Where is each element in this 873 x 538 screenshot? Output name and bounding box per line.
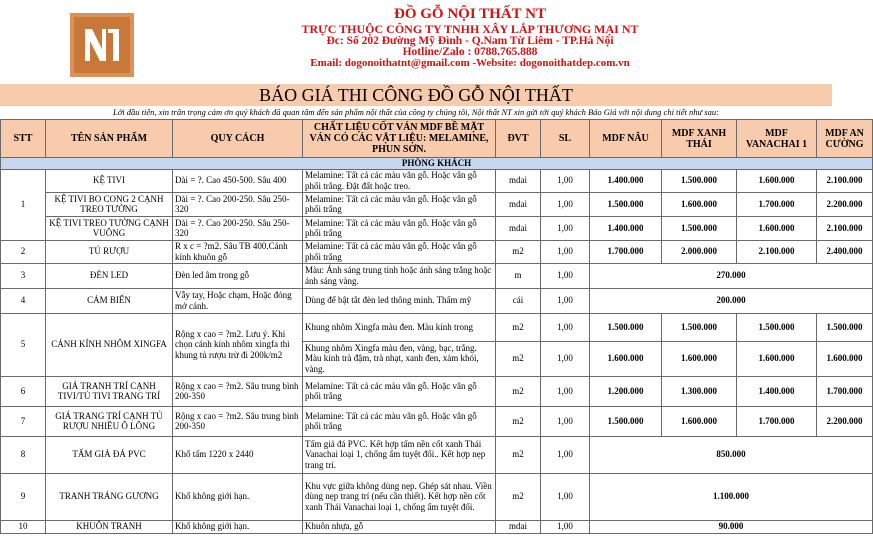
row-name: GIÁ TRANH TRÍ CẠNH TIVI/TỦ TIVI TRANG TRÍ (46, 376, 173, 406)
row-price-vanachai: 1.600.000 (737, 169, 817, 192)
row-name: CÁNH KÍNH NHÔM XINGFA (46, 313, 173, 376)
row-qty: 1,00 (541, 406, 590, 436)
row-stt: 7 (1, 406, 46, 436)
row-stt: 9 (1, 473, 46, 520)
row-name: KHUÔN TRANH (46, 520, 173, 533)
row-price-all: 850.000 (590, 436, 873, 473)
nt-logo-icon (80, 23, 124, 67)
row-price-vanachai: 1.600.000 (737, 341, 817, 376)
row-price-nau: 1.600.000 (590, 341, 662, 376)
row-unit: mdai (496, 520, 541, 533)
table-header-row (1, 120, 873, 158)
row-price-an-cuong: 2.200.000 (817, 192, 873, 216)
row-price-an-cuong: 1.700.000 (817, 376, 873, 406)
row-price-nau: 1.700.000 (590, 240, 662, 263)
row-price-xanh-thai: 2.000.000 (662, 240, 737, 263)
row-unit: m2 (496, 341, 541, 376)
row-qty: 1,00 (541, 216, 590, 240)
row-price-vanachai: 1.500.000 (737, 313, 817, 341)
row-spec: Dài = ?. Cao 450-500. Sâu 400 (173, 169, 303, 192)
col-mdf-xanh-thai: MDF XANH THÁI (662, 120, 737, 158)
company-parent: TRỰC THUỘC CÔNG TY TNHH XÂY LẮP THƯƠNG MẠI NT (301, 22, 639, 36)
row-name: CẢM BIẾN (46, 288, 173, 313)
row-price-all: 1.100.000 (590, 473, 873, 520)
row-spec: Khổ không giới hạn. (173, 520, 303, 533)
row-unit: m (496, 263, 541, 288)
row-spec: Khổ tấm 1220 x 2440 (173, 436, 303, 473)
col-name: TÊN SẢN PHẨM (46, 120, 173, 158)
row-spec: Vẫy tay, Hoặc chạm, Hoặc đóng mở cánh. (173, 288, 303, 313)
company-name: ĐỒ GỖ NỘI THẤT NT (394, 6, 546, 22)
row-price-an-cuong: 1.600.000 (817, 341, 873, 376)
table-row (1, 520, 873, 533)
row-material: Màu: Ánh sáng trung tính hoặc ánh sáng trắng hoặc ánh sáng vàng. (303, 263, 496, 288)
row-qty: 1,00 (541, 288, 590, 313)
table-row (1, 216, 873, 240)
row-spec: R x c = ?m2. Sâu TB 400.Cánh kính khuôn gỗ (173, 240, 303, 263)
row-price-nau: 1.500.000 (590, 406, 662, 436)
row-price-xanh-thai: 1.600.000 (662, 406, 737, 436)
row-material: Melamine: Tất cả các màu vân gỗ. Hoặc vân gỗ phối trắng (303, 216, 496, 240)
row-material: Khung nhôm Xingfa màu đen. Màu kính trong (303, 313, 496, 341)
row-unit: m2 (496, 473, 541, 520)
table-row (1, 376, 873, 406)
company-contact: Email: dogonoithatnt@gmail.com -Website: dogonoithatdep.com.vn (310, 57, 630, 69)
row-name: GIÁ TRANG TRÍ CẠNH TỦ RƯỢU NHIỀU Ô LÔNG (46, 406, 173, 436)
row-price-nau: 1.400.000 (590, 216, 662, 240)
row-spec: Rộng x cao = ?m2. Lưu ý. Khi chọn cánh kính nhôm xingfa thì khung tủ rượu trừ đi 200k/m2 (173, 313, 303, 376)
row-stt: 5 (1, 313, 46, 376)
row-price-xanh-thai: 1.500.000 (662, 169, 737, 192)
table-row (1, 313, 873, 341)
row-spec: Dài = ?. Cao 200-250. Sâu 250-320 (173, 216, 303, 240)
row-unit: cái (496, 288, 541, 313)
row-unit: m2 (496, 240, 541, 263)
row-unit: m2 (496, 376, 541, 406)
table-row (1, 192, 873, 216)
row-price-vanachai: 1.700.000 (737, 192, 817, 216)
row-material: Khung nhôm Xingfa màu đen, vàng, bạc, trắng. Màu kính trà đậm, trà nhạt, xanh đen, xám khói, vàng. (303, 341, 496, 376)
table-row (1, 240, 873, 263)
row-stt: 2 (1, 240, 46, 263)
row-qty: 1,00 (541, 520, 590, 533)
row-price-vanachai: 2.100.000 (737, 240, 817, 263)
row-price-xanh-thai: 1.500.000 (662, 216, 737, 240)
row-material: Melamine: Tất cả các màu vân gỗ. Hoặc vân gỗ phối trắng. Đặt đất hoặc treo. (303, 169, 496, 192)
price-table (0, 119, 873, 534)
section-row (1, 158, 873, 170)
row-qty: 1,00 (541, 473, 590, 520)
row-price-xanh-thai: 1.600.000 (662, 341, 737, 376)
row-price-an-cuong: 2.100.000 (817, 216, 873, 240)
col-material: CHẤT LIỆU CỐT VÁN MDF BỀ MẶT VÁN CÓ CÁC VẬT LIỆU: MELAMINE, PHUN SƠN. (303, 120, 496, 158)
row-price-all: 270.000 (590, 263, 873, 288)
table-row (1, 406, 873, 436)
row-name: KỆ TIVI (46, 169, 173, 192)
row-material: Dùng để bật tắt đèn led thông minh. Thẩm mỹ (303, 288, 496, 313)
row-price-vanachai: 1.600.000 (737, 216, 817, 240)
row-price-xanh-thai: 1.300.000 (662, 376, 737, 406)
row-material: Melamine: Tất cả các màu vân gỗ. Hoặc vân gỗ phối trắng (303, 406, 496, 436)
row-price-all: 90.000 (590, 520, 873, 533)
company-header (0, 0, 832, 84)
table-row (1, 263, 873, 288)
row-material: Khu vực giữa không dùng nẹp. Ghép sát nhau. Viền dùng nẹp trang trí (nếu cần thiết). Kết hợp nền cốt xanh Thái Vanachai loại 1, chống ẩm tuyệt đối. (303, 473, 496, 520)
table-row (1, 436, 873, 473)
row-unit: m2 (496, 406, 541, 436)
row-name: TRANH TRÁNG GƯƠNG (46, 473, 173, 520)
row-material: Tấm giả đá PVC. Kết hợp tấm nền cốt xanh Thái Vanachai loại 1, chống ẩm tuyệt đối.. Kết hợp nẹp trang trí. (303, 436, 496, 473)
row-price-an-cuong: 1.500.000 (817, 313, 873, 341)
row-price-nau: 1.500.000 (590, 192, 662, 216)
col-unit: ĐVT (496, 120, 541, 158)
row-stt: 4 (1, 288, 46, 313)
quote-intro: Lời đầu tiên, xin trân trọng cảm ơn quý khách đã quan tâm đến sản phẩm nội thất của công ty chúng tôi, Nội thất NT xin gửi tới quý khách Báo Giá với nội dung chi tiết như sau: (113, 107, 719, 117)
row-price-xanh-thai: 1.600.000 (662, 192, 737, 216)
company-address: Đc: Số 202 Đường Mỹ Đình - Q.Nam Từ Liêm - TP.Hà Nội (326, 35, 614, 47)
row-qty: 1,00 (541, 169, 590, 192)
col-mdf-vanachai: MDF VANACHAI 1 (737, 120, 817, 158)
row-qty: 1,00 (541, 192, 590, 216)
table-row (1, 288, 873, 313)
row-unit: mdai (496, 192, 541, 216)
row-spec: Đèn led âm trong gỗ (173, 263, 303, 288)
table-row (1, 473, 873, 520)
row-qty: 1,00 (541, 263, 590, 288)
row-spec: Rộng x cao = ?m2. Sâu trung bình 200-350 (173, 376, 303, 406)
row-spec: Khổ không giới hạn. (173, 473, 303, 520)
company-logo (70, 13, 134, 77)
row-qty: 1,00 (541, 376, 590, 406)
row-price-an-cuong: 2.200.000 (817, 406, 873, 436)
row-material: Melamine: Tất cả các màu vân gỗ. Hoặc vân gỗ phối trắng (303, 240, 496, 263)
col-spec: QUY CÁCH (173, 120, 303, 158)
col-mdf-an-cuong: MDF AN CƯỜNG (817, 120, 873, 158)
row-price-nau: 1.400.000 (590, 169, 662, 192)
row-material: Melamine: Tất cả các màu vân gỗ. Hoặc vân gỗ phối trắng (303, 192, 496, 216)
col-mdf-nau: MDF NÂU (590, 120, 662, 158)
row-spec: Dài = ?. Cao 200-250. Sâu 250-320 (173, 192, 303, 216)
row-stt: 1 (1, 169, 46, 240)
row-stt: 10 (1, 520, 46, 533)
row-name: KỆ TIVI BO CONG 2 CẠNH TREO TƯỜNG (46, 192, 173, 216)
row-price-nau: 1.500.000 (590, 313, 662, 341)
company-hotline: Hotline/Zalo : 0788.765.888 (402, 46, 538, 58)
quote-title: BÁO GIÁ THI CÔNG ĐỒ GỖ NỘI THẤT (0, 84, 832, 106)
row-material: Khuôn nhựa, gỗ (303, 520, 496, 533)
row-stt: 6 (1, 376, 46, 406)
col-stt: STT (1, 120, 46, 158)
row-name: KỆ TIVI TREO TƯỜNG CẠNH VUÔNG (46, 216, 173, 240)
row-spec: Rộng x cao = ?m2. Sâu trung bình 200-350 (173, 406, 303, 436)
row-stt: 8 (1, 436, 46, 473)
row-price-vanachai: 1.700.000 (737, 406, 817, 436)
row-stt: 3 (1, 263, 46, 288)
row-qty: 1,00 (541, 313, 590, 341)
row-unit: mdai (496, 216, 541, 240)
row-name: ĐÈN LED (46, 263, 173, 288)
row-name: TẤM GIẢ ĐÁ PVC (46, 436, 173, 473)
col-qty: SL (541, 120, 590, 158)
row-price-all: 200.000 (590, 288, 873, 313)
row-material: Melamine: Tất cả các màu vân gỗ. Hoặc vân gỗ phối trắng (303, 376, 496, 406)
row-unit: m2 (496, 436, 541, 473)
row-price-an-cuong: 2.400.000 (817, 240, 873, 263)
section-title: PHÒNG KHÁCH (1, 158, 873, 170)
row-unit: mdai (496, 169, 541, 192)
row-qty: 1,00 (541, 240, 590, 263)
row-price-nau: 1.200.000 (590, 376, 662, 406)
row-qty: 1,00 (541, 341, 590, 376)
row-price-xanh-thai: 1.500.000 (662, 313, 737, 341)
row-unit: m2 (496, 313, 541, 341)
row-price-an-cuong: 2.100.000 (817, 169, 873, 192)
table-row (1, 169, 873, 192)
row-qty: 1,00 (541, 436, 590, 473)
row-price-vanachai: 1.400.000 (737, 376, 817, 406)
row-name: TỦ RƯỢU (46, 240, 173, 263)
